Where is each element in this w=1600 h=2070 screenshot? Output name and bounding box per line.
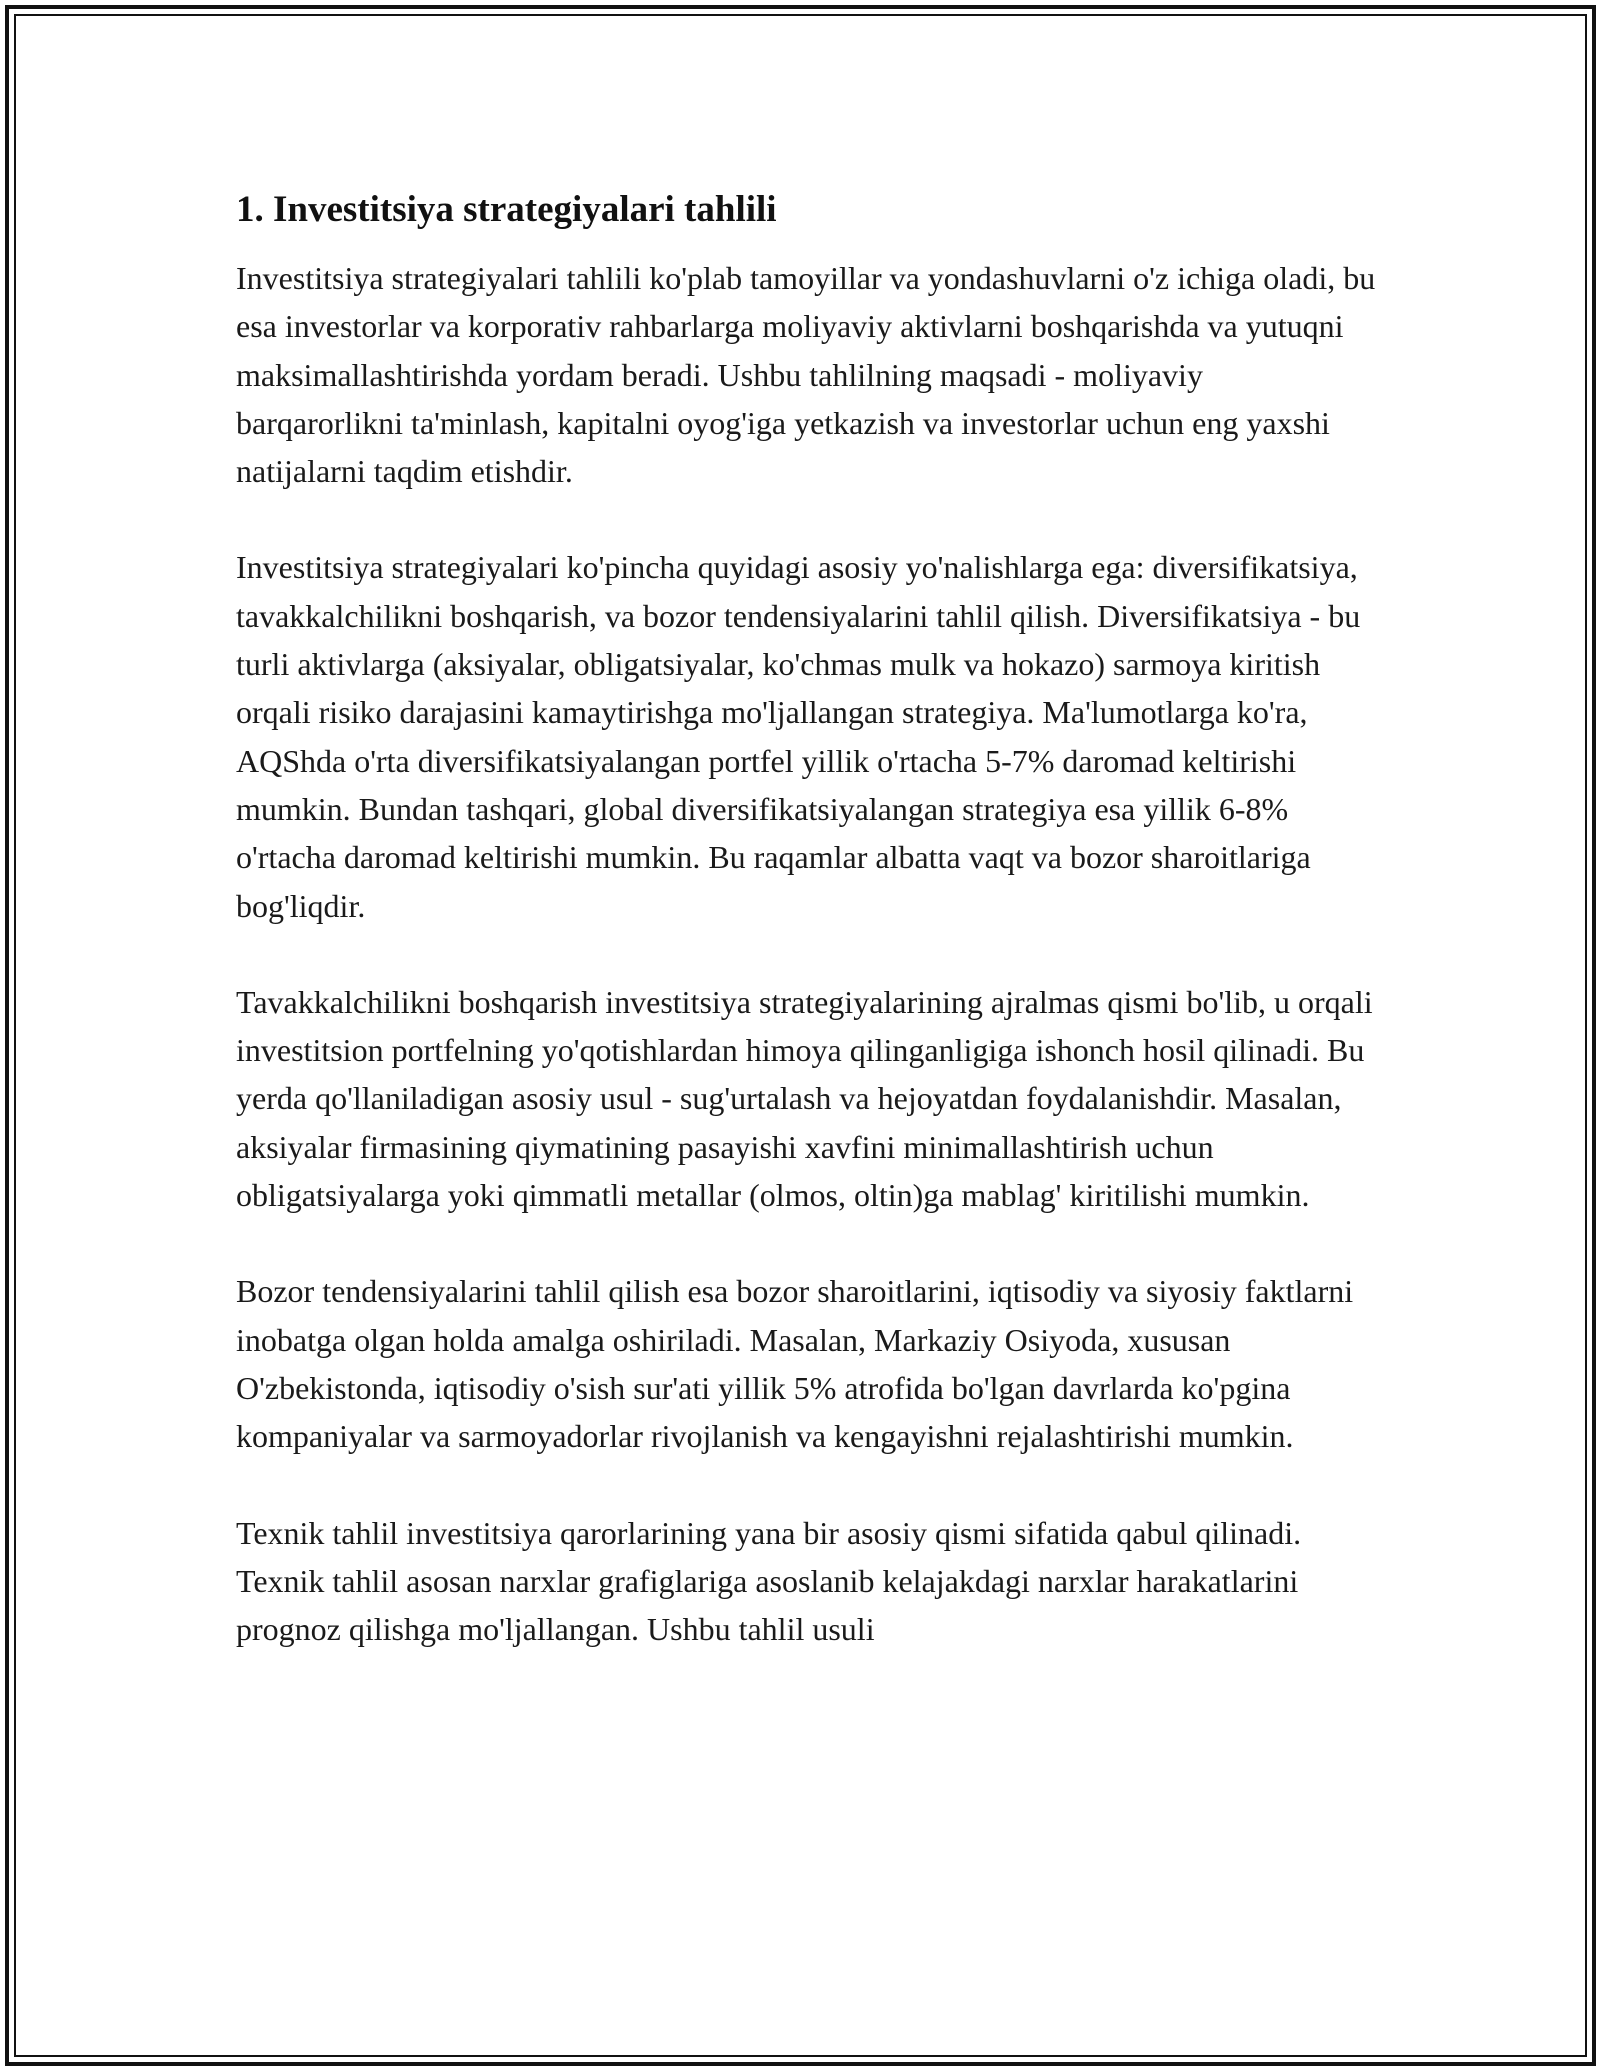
document-body xyxy=(236,186,1376,1653)
paragraph-intro: Investitsiya strategiyalari tahlili ko'plab tamoyillar va yondashuvlarni o'z ichiga oladi, bu esa investorlar va korporativ rahbarlarga moliyaviy aktivlarni boshqarishda va yutuqni maksimallashtirishda yordam beradi. Ushbu tahlilning maqsadi - moliyaviy barqarorlikni ta'minlash, kapitalni oyog'iga yetkazish va investorlar uchun eng yaxshi natijalarni taqdim etishdir. xyxy=(236,260,1376,490)
section-heading: 1. Investitsiya strategiyalari tahlili xyxy=(236,189,777,230)
paragraph-technical-analysis: Texnik tahlil investitsiya qarorlarining yana bir asosiy qismi sifatida qabul qilinadi. Texnik tahlil asosan narxlar grafiglariga asoslanib kelajakdagi narxlar harakatlarini prognoz qilishga mo'ljallangan. Ushbu tahlil usuli xyxy=(236,1514,1302,1648)
paragraph-market-trends: Bozor tendensiyalarini tahlil qilish esa bozor sharoitlarini, iqtisodiy va siyosiy faktlarni inobatga olgan holda amalga oshiriladi. Masalan, Markaziy Osiyoda, xususan O'zbekistonda, iqtisodiy o'sish sur'ati yillik 5% atrofida bo'lgan davrlarda ko'pgina kompaniyalar va sarmoyadorlar rivojlanish va kengayishni rejalashtirishi mumkin. xyxy=(236,1273,1354,1455)
paragraph-risk-management: Tavakkalchilikni boshqarish investitsiya strategiyalarining ajralmas qismi bo'lib, u orqali investitsion portfelning yo'qotishlardan himoya qilinganligiga ishonch hosil qilinadi. Bu yerda qo'llaniladigan asosiy usul - sug'urtalash va hejoyatdan foydalanishdir. Masalan, aksiyalar firmasining qiymatining pasayishi xavfini minimallashtirish uchun obligatsiyalarga yoki qimmatli metallar (olmos, oltin)ga mablag' kiritilishi mumkin. xyxy=(236,983,1373,1214)
paragraph-diversification: Investitsiya strategiyalari ko'pincha quyidagi asosiy yo'nalishlarga ega: diversifikatsiya, tavakkalchilikni boshqarish, va bozor tendensiyalarini tahlil qilish. Diversifikatsiya - bu turli aktivlarga (aksiyalar, obligatsiyalar, ko'chmas mulk va hokazo) sarmoya kiritish orqali risiko darajasini kamaytirishga mo'ljallangan strategiya. Ma'lumotlarga ko'ra, AQShda o'rta diversifikatsiyalangan portfel yillik o'rtacha 5-7% daromad keltirishi mumkin. Bundan tashqari, global diversifikatsiyalangan strategiya esa yillik 6-8% o'rtacha daromad keltirishi mumkin. Bu raqamlar albatta vaqt va bozor sharoitlariga bog'liqdir. xyxy=(236,549,1361,924)
